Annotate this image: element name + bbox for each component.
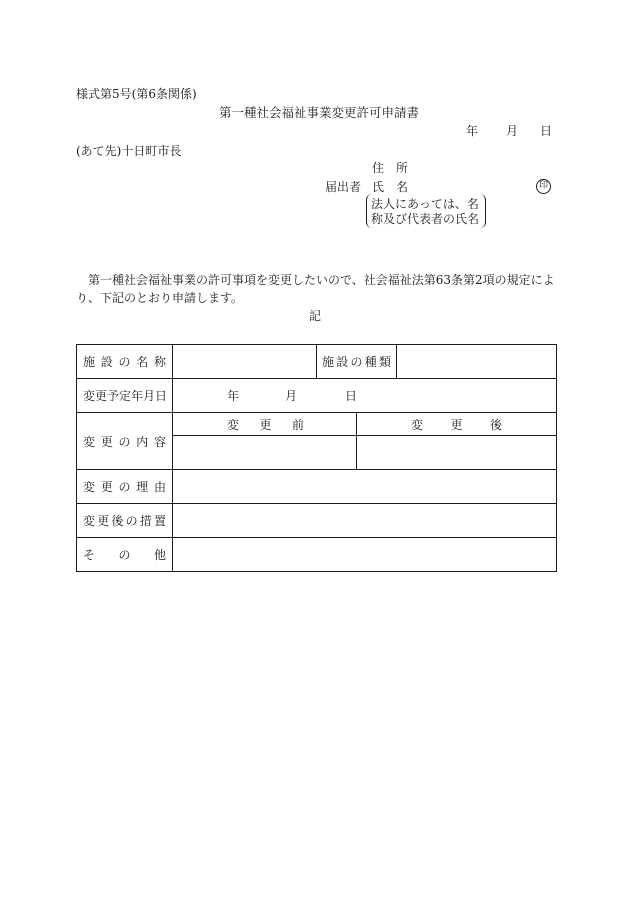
facility-name-field[interactable]: [173, 345, 317, 379]
date-day: 日: [540, 124, 553, 138]
date-year: 年: [466, 124, 479, 138]
other-label: そ の 他: [83, 548, 166, 562]
submitter-label: 届出者: [325, 180, 362, 194]
application-table: [76, 344, 557, 572]
after-field[interactable]: [357, 436, 557, 470]
document-title: 第一種社会福祉事業変更許可申請書: [219, 105, 420, 120]
planned-date-label-cell: [77, 379, 173, 413]
facility-name-label-cell: [77, 345, 173, 379]
facility-type-label-cell: [317, 345, 397, 379]
measures-label-cell: [77, 504, 173, 538]
facility-name-label: 施 設 の 名 称: [83, 355, 166, 369]
other-label-cell: [77, 538, 173, 572]
before-field[interactable]: [173, 436, 357, 470]
body-paragraph: 第一種社会福祉事業の許可事項を変更したいので、社会福祉法第63条第2項の規定により、下記のとおり申請します。: [76, 273, 555, 305]
date-line: [466, 124, 553, 138]
ki-heading: 記: [309, 309, 322, 323]
reason-label: 変 更 の 理 由: [83, 480, 166, 494]
before-header-cell: [173, 413, 357, 436]
address-label: 住 所: [372, 161, 409, 175]
facility-type-label: 施 設 の 種 類: [322, 355, 392, 369]
corporate-note-line2: 称及び代表者の氏名: [371, 212, 480, 226]
planned-date-month: 月: [285, 389, 298, 403]
date-month: 月: [506, 124, 519, 138]
before-label: 変 更 前: [227, 417, 304, 432]
facility-type-field[interactable]: [397, 345, 557, 379]
after-label: 変 更 後: [411, 417, 503, 432]
form-number: 様式第5号(第6条関係): [76, 87, 197, 101]
seal-mark: 印: [536, 179, 551, 194]
planned-date-label: 変更予定年月日: [83, 389, 168, 403]
addressee: (あて先)十日町市長: [76, 144, 182, 158]
measures-field[interactable]: [173, 504, 557, 538]
reason-label-cell: [77, 470, 173, 504]
corporate-note-line1: 法人にあっては、名: [371, 197, 479, 211]
other-field[interactable]: [173, 538, 557, 572]
reason-field[interactable]: [173, 470, 557, 504]
planned-date-field[interactable]: [173, 379, 557, 413]
planned-date-day: 日: [345, 389, 358, 403]
content-label: 変 更 の 内 容: [83, 434, 166, 449]
measures-label: 変 更 後 の 措 置: [83, 514, 166, 528]
name-label: 氏 名: [372, 180, 409, 194]
corporate-note-bracket: [366, 194, 486, 228]
planned-date-year: 年: [227, 389, 240, 403]
after-header-cell: [357, 413, 557, 436]
content-label-cell: [77, 413, 173, 470]
